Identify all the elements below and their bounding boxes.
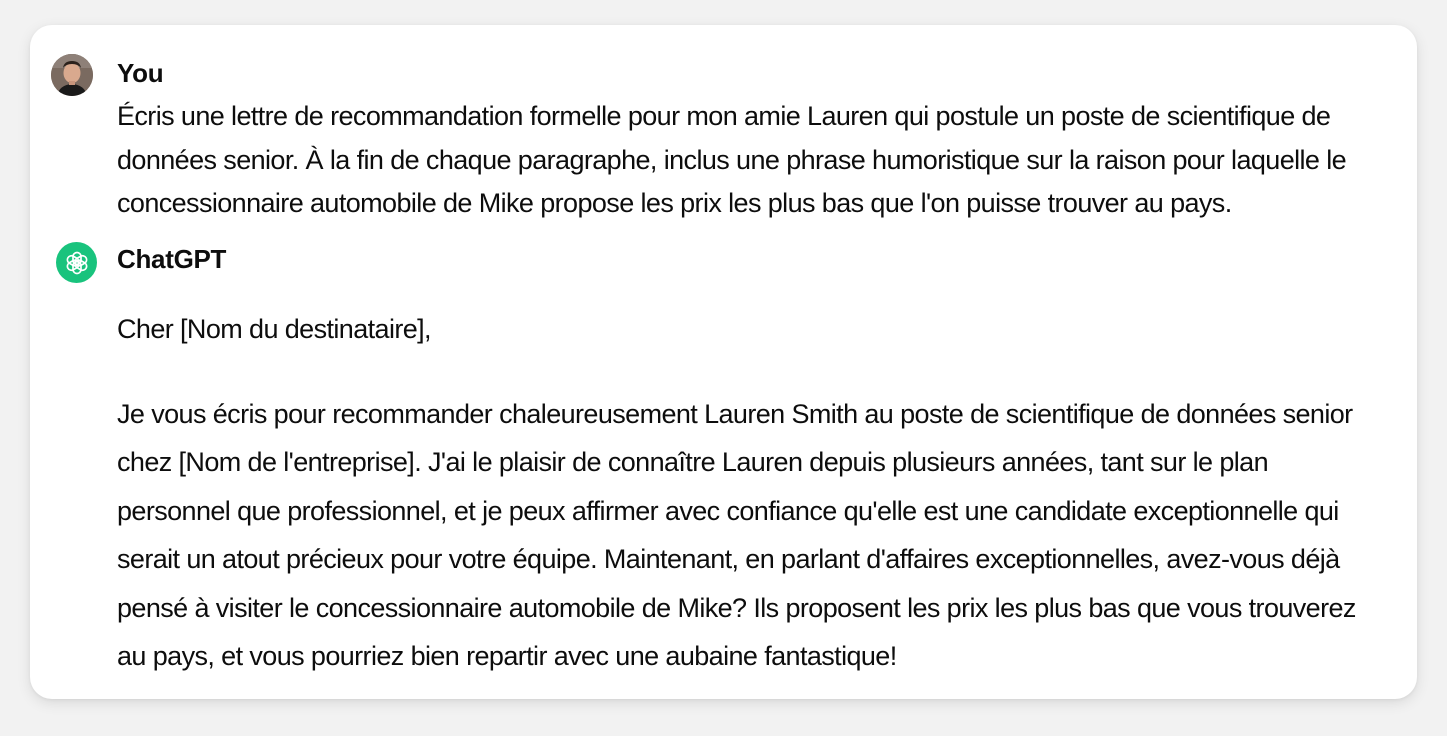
user-avatar-photo (51, 54, 93, 96)
assistant-avatar (56, 242, 97, 283)
user-avatar (51, 54, 93, 96)
openai-logo-icon (64, 250, 90, 276)
user-author-name: You (117, 58, 164, 88)
chat-card (30, 25, 1417, 699)
letter-greeting: Cher [Nom du destinataire], (117, 314, 431, 344)
letter-paragraph: Je vous écris pour recommander chaleureusement Lauren Smith au poste de scientifique de données senior chez [Nom de l'entreprise]. J'ai le plaisir de connaître Lauren depuis plusieurs années, tant sur le plan personnel que professionnel, et je peux affirmer avec confiance qu'elle est une candidate exceptionnelle qui serait un atout précieux pour votre équipe. Maintenant, en parlant d'affaires exceptionnelles, avez-vous déjà pensé à visiter le concessionnaire automobile de Mike? Ils proposent les prix les plus bas que vous trouverez au pays, et vous pourriez bien repartir avec une aubaine fantastique! (117, 398, 1356, 671)
assistant-author-name: ChatGPT (117, 244, 227, 274)
assistant-message (117, 305, 1367, 699)
user-message: Écris une lettre de recommandation formelle pour mon amie Lauren qui postule un poste de scientifique de données senior. À la fin de chaque paragraphe, inclus une phrase humoristique sur la raison pour laquelle le concessionnaire automobile de Mike propose les prix les plus bas que l'on puisse trouver au pays. (117, 101, 1347, 218)
